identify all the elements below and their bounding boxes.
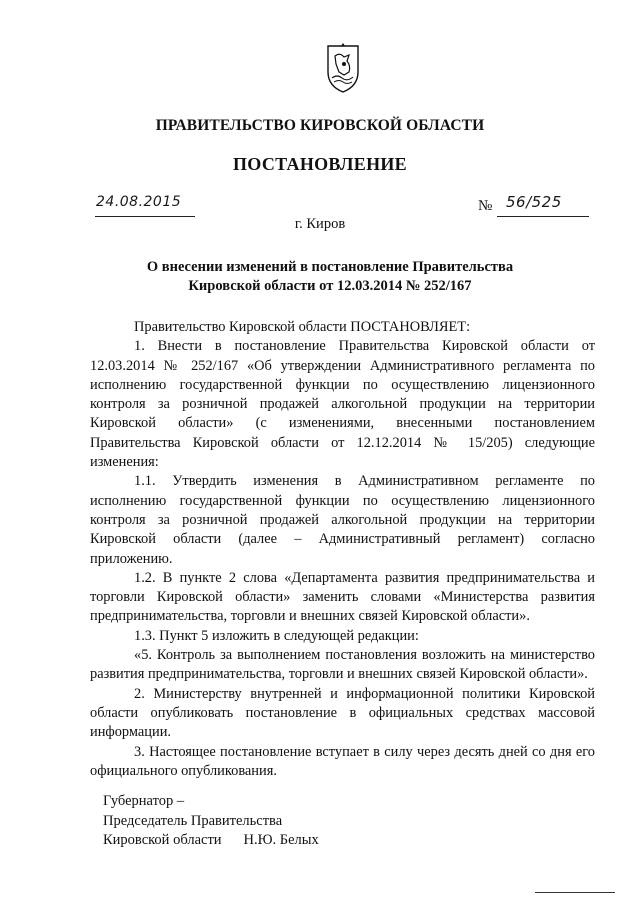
paragraph-1-2: 1.2. В пункте 2 слова «Департамента развития предпринимательства и торговли Кировской области» заменить словами «Министерства развития предпринимательства, торговли и внешних связей Кировской области».: [90, 569, 595, 625]
paragraph-2: 2. Министерству внутренней и информационной политики Кировской области опубликовать постановление в официальных средствах массовой информации.: [90, 685, 595, 741]
document-body: [90, 318, 595, 781]
signatory-name: Н.Ю. Белых: [243, 832, 319, 848]
organization-title: ПРАВИТЕЛЬСТВО КИРОВСКОЙ ОБЛАСТИ: [155, 117, 485, 134]
paragraph-1-3-quote: «5. Контроль за выполнением постановления возложить на министерство развития предпринимательства, торговли и внешних связей Кировской области».: [90, 647, 595, 683]
document-subject: О внесении изменений в постановление Правительства Кировской области от 12.03.2014 № 252/167: [146, 259, 514, 294]
paragraph-1: 1. Внести в постановление Правительства Кировской области от 12.03.2014 № 252/167 «Об утверждении Административного регламента по исполнению государственной функции по осуществлению лицензионного контроля за розничной продажей алкогольной продукции на территории Кировской области» (с изменениями, внесенными постановлением Правительства Кировской области от 12.12.2014 № 15/205) следующие изменения:: [90, 338, 595, 471]
signature-block: [103, 792, 319, 851]
document-number: 56/525: [506, 193, 562, 211]
paragraph-3: 3. Настоящее постановление вступает в силу через десять дней со дня его официального опубликования.: [90, 743, 595, 779]
coat-of-arms-icon: [322, 42, 364, 94]
preamble: Правительство Кировской области ПОСТАНОВЛЯЕТ:: [134, 319, 471, 335]
document-type: ПОСТАНОВЛЕНИЕ: [233, 154, 407, 174]
paragraph-1-3: 1.3. Пункт 5 изложить в следующей редакции:: [134, 627, 419, 644]
footer-divider: [535, 892, 615, 893]
paragraph-1-1: 1.1. Утвердить изменения в Административном регламенте по исполнению государственной функции по осуществлению лицензионного контроля за розничной продажей алкогольной продукции на территории Кировской области (далее – Административный регламент) согласно приложению.: [90, 473, 595, 567]
signature-region: Кировской области: [103, 832, 222, 848]
city: г. Киров: [294, 216, 346, 232]
signature-title-3: [103, 831, 319, 851]
number-label: №: [478, 198, 493, 214]
signature-title-2: Председатель Правительства: [103, 812, 283, 829]
document-date: 24.08.2015: [96, 194, 182, 210]
signature-title-1: Губернатор –: [103, 793, 185, 809]
